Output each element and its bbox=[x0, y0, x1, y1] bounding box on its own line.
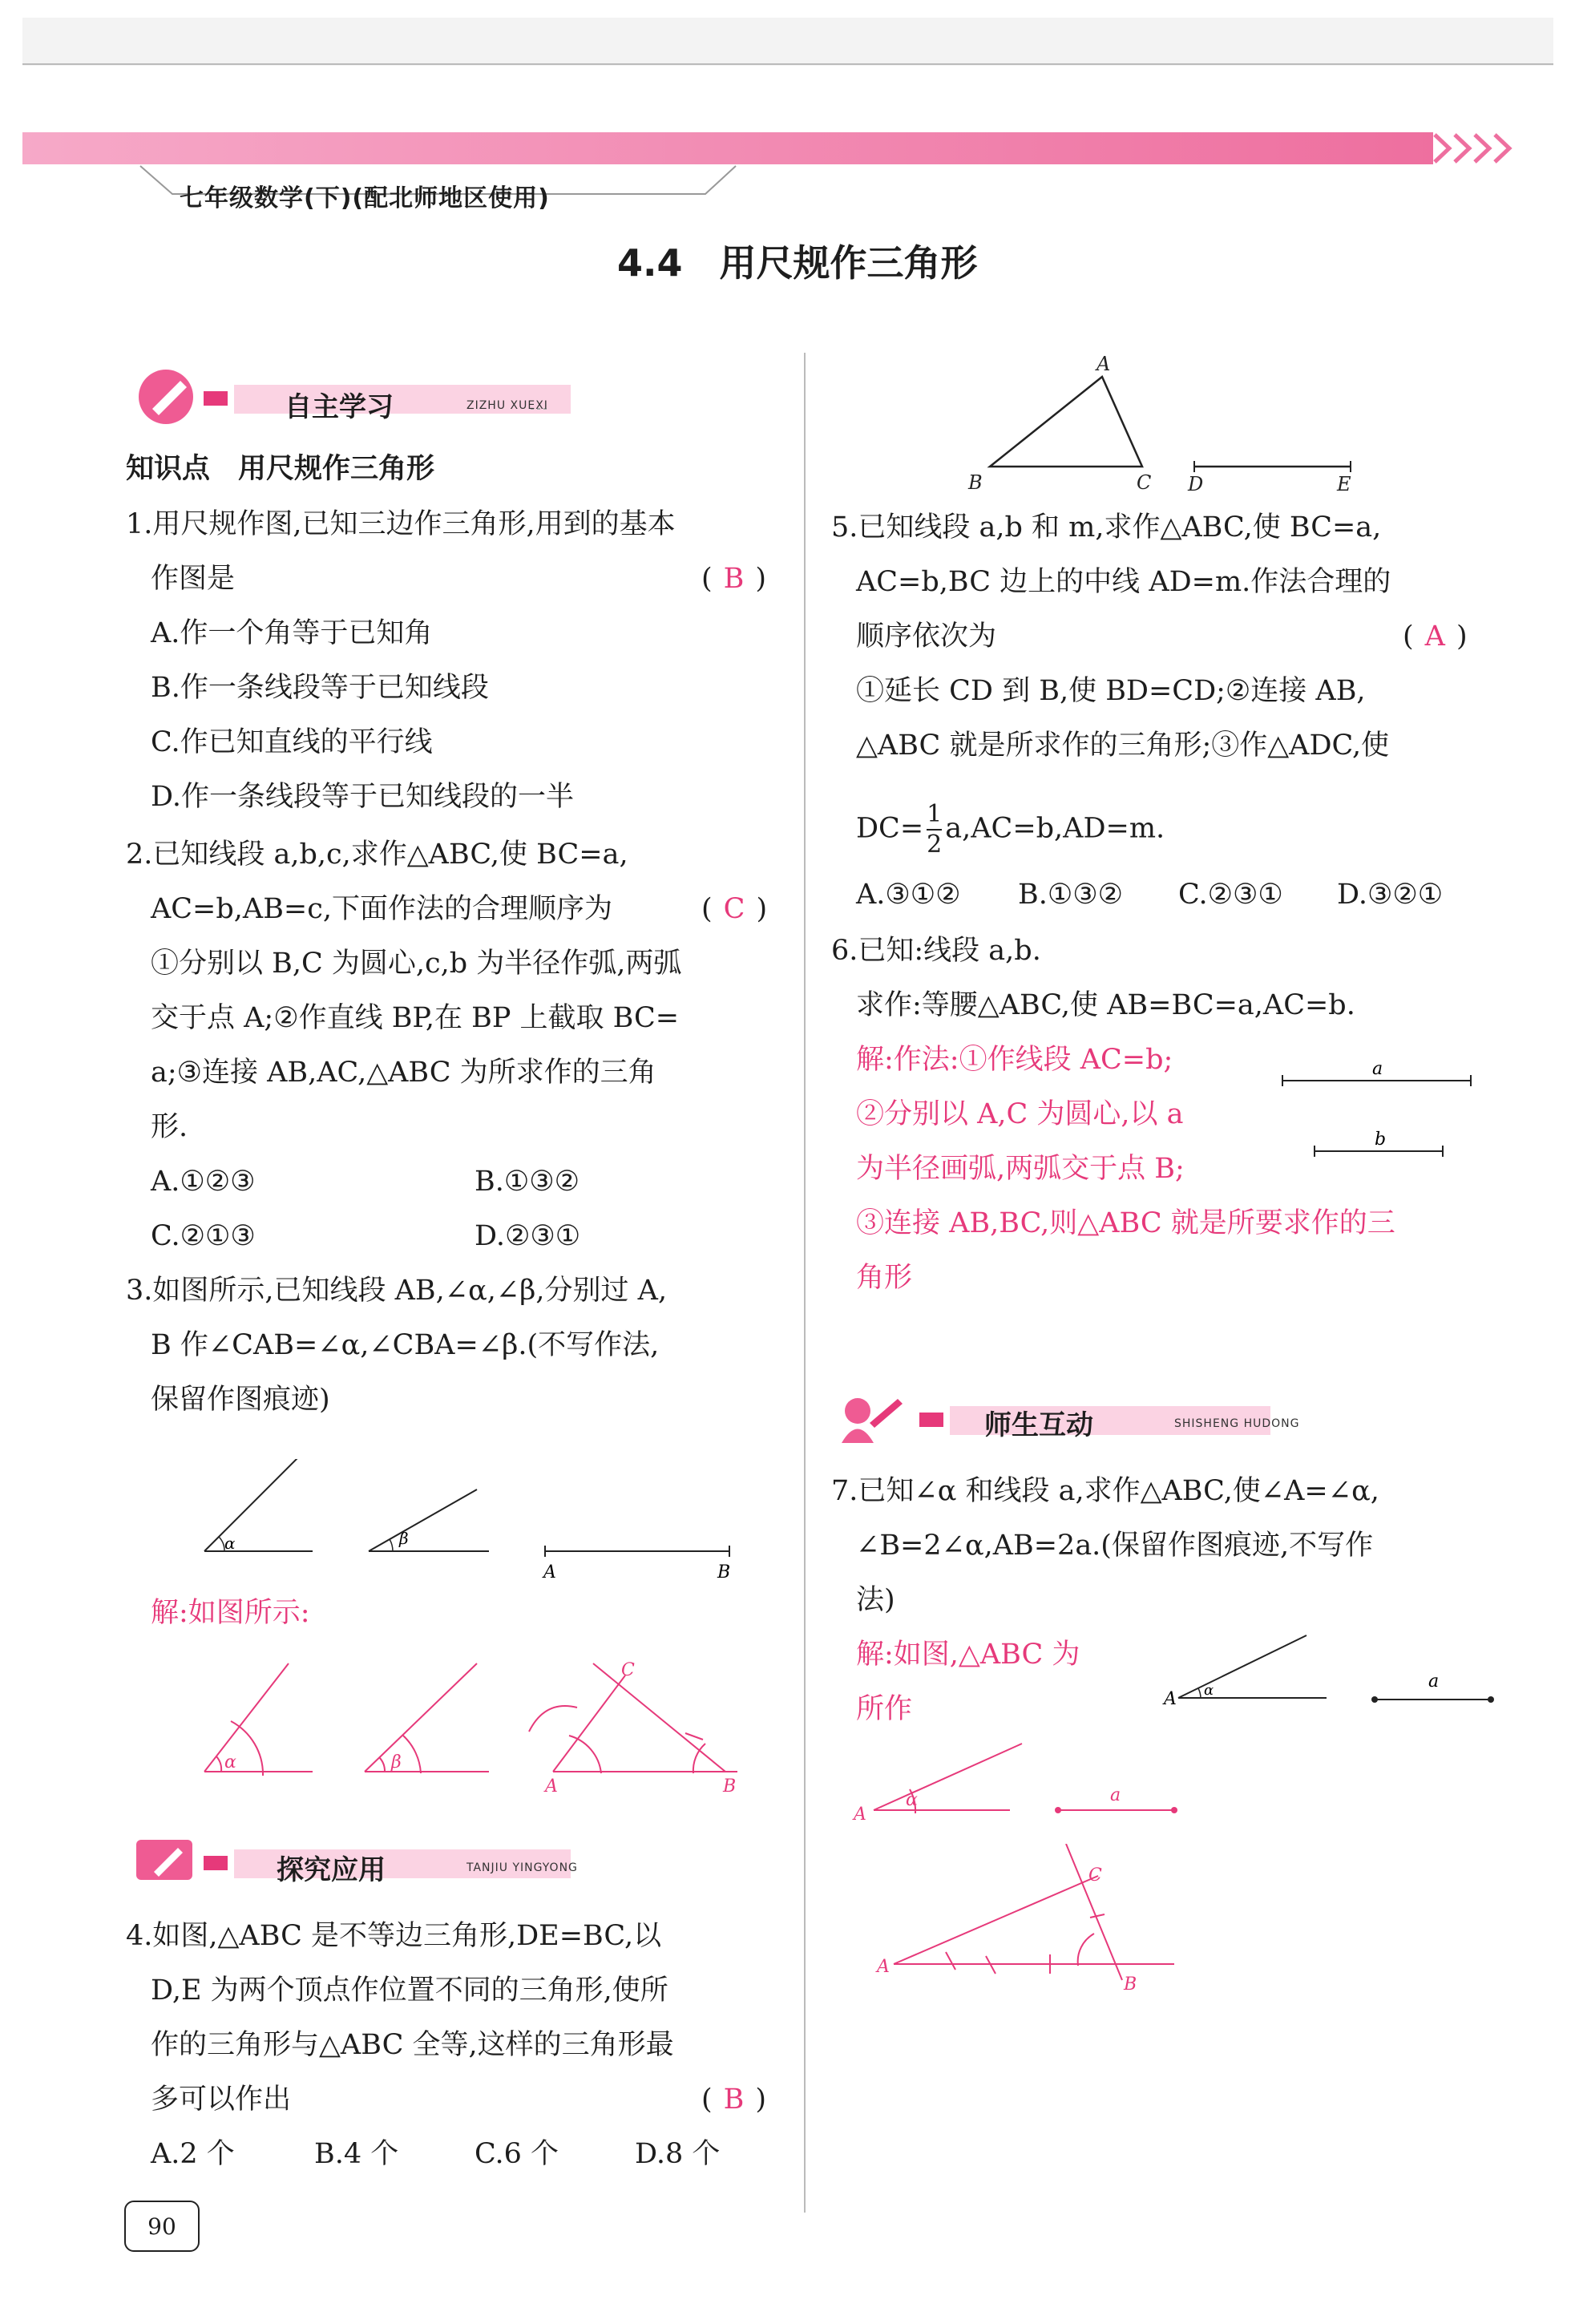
section-title-tanjiu: 探究应用 bbox=[277, 1854, 386, 1886]
q7-tri-label-B: B bbox=[1124, 1974, 1137, 1995]
q7-solution-triangle bbox=[874, 1844, 1194, 2020]
q7-sol-label-A: A bbox=[854, 1805, 866, 1825]
label-C-sol: C bbox=[621, 1660, 635, 1680]
laptop-icon bbox=[130, 1824, 659, 1896]
section-sub-zizhu: ZIZHU XUEXI bbox=[466, 399, 548, 412]
q7-label-alpha: α bbox=[1204, 1682, 1214, 1699]
q1-option-a: A.作一个角等于已知角 bbox=[151, 617, 433, 649]
q4-option-a: A.2 个 bbox=[151, 2138, 235, 2170]
fig4-label-E: E bbox=[1337, 473, 1351, 495]
q4-answer: ( B ) bbox=[701, 2084, 767, 2116]
q3-line3: 保留作图痕迹) bbox=[151, 1384, 330, 1416]
q2-line6: 形. bbox=[151, 1111, 188, 1143]
q4-option-b: B.4 个 bbox=[314, 2138, 399, 2170]
fraction-half: $\frac{1}{2}$ bbox=[927, 800, 943, 859]
q3-solution-figures bbox=[192, 1651, 769, 1812]
section-sub-tanjiu: TANJIU YINGYONG bbox=[466, 1861, 578, 1874]
label-A-sol: A bbox=[545, 1776, 558, 1797]
q4-figure bbox=[962, 353, 1379, 497]
q1-option-b: B.作一条线段等于已知线段 bbox=[151, 672, 489, 704]
q6-line1: 6.已知:线段 a,b. bbox=[831, 935, 1041, 967]
q6-sol1: 解:作法:①作线段 AC=b; bbox=[856, 1044, 1173, 1076]
q1-option-d: D.作一条线段等于已知线段的一半 bbox=[151, 781, 574, 813]
q7-solution-small bbox=[850, 1740, 1218, 1828]
q2-line4: 交于点 A;②作直线 BP,在 BP 上截取 BC= bbox=[151, 1002, 680, 1034]
section-title: 4.4 用尺规作三角形 bbox=[617, 241, 978, 285]
q5-line6: DC= $\frac{1}{2}$ a,AC=b,AD=m. bbox=[856, 800, 1165, 859]
q1-line2: 作图是 bbox=[151, 563, 236, 595]
column-divider bbox=[804, 353, 806, 2213]
label-alpha-sol: α bbox=[224, 1752, 236, 1772]
q3-line1: 3.如图所示,已知线段 AB,∠α,∠β,分别过 A, bbox=[126, 1275, 668, 1307]
section-banner-zizhu bbox=[130, 361, 659, 433]
section-title-shisheng: 师生互动 bbox=[984, 1409, 1093, 1441]
q4-line1: 4.如图,△ABC 是不等边三角形,DE=BC,以 bbox=[126, 1920, 662, 1952]
q3-line2: B 作∠CAB=∠α,∠CBA=∠β.(不写作法, bbox=[151, 1329, 660, 1361]
section-title-zizhu: 自主学习 bbox=[285, 391, 394, 423]
q6-sol5: 角形 bbox=[856, 1262, 913, 1294]
q7-sol-label-a: a bbox=[1110, 1785, 1121, 1805]
q7-line2: ∠B=2∠α,AB=2a.(保留作图痕迹,不写作 bbox=[856, 1530, 1374, 1562]
teacher-icon bbox=[830, 1379, 1359, 1451]
q7-sol-label-alpha: α bbox=[906, 1790, 918, 1810]
fig4-label-A: A bbox=[1096, 353, 1111, 375]
q5-line1: 5.已知线段 a,b 和 m,求作△ABC,使 BC=a, bbox=[831, 511, 1382, 544]
q3-solution: 解:如图所示: bbox=[151, 1597, 310, 1629]
q5-option-b: B.①③② bbox=[1018, 879, 1123, 911]
q2-option-c: C.②①③ bbox=[151, 1220, 256, 1252]
q2-line1: 2.已知线段 a,b,c,求作△ABC,使 BC=a, bbox=[126, 839, 628, 871]
label-A: A bbox=[543, 1562, 556, 1582]
q6-label-a: a bbox=[1372, 1059, 1383, 1079]
q6-sol2: ②分别以 A,C 为圆心,以 a bbox=[856, 1098, 1184, 1130]
q4-line3: 作的三角形与△ABC 全等,这样的三角形最 bbox=[151, 2029, 674, 2061]
q6-sol3: 为半径画弧,两弧交于点 B; bbox=[856, 1153, 1185, 1185]
q1-answer: ( B ) bbox=[701, 563, 767, 595]
q5-line4: ①延长 CD 到 B,使 BD=CD;②连接 AB, bbox=[856, 675, 1366, 707]
q7-label-a: a bbox=[1428, 1671, 1440, 1691]
q2-answer: ( C ) bbox=[701, 893, 768, 925]
section-sub-shisheng: SHISHENG HUDONG bbox=[1174, 1417, 1300, 1430]
knowledge-point: 知识点 用尺规作三角形 bbox=[126, 453, 435, 485]
header-band bbox=[22, 132, 1433, 164]
fig4-label-D: D bbox=[1188, 473, 1204, 495]
q7-sol1: 解:如图,△ABC 为 bbox=[856, 1639, 1080, 1671]
q5-option-c: C.②③① bbox=[1178, 879, 1283, 911]
q7-line1: 7.已知∠α 和线段 a,求作△ABC,使∠A=∠α, bbox=[831, 1475, 1379, 1507]
section-banner-tanjiu bbox=[130, 1824, 659, 1896]
q6-line2: 求作:等腰△ABC,使 AB=BC=a,AC=b. bbox=[856, 989, 1355, 1021]
q7-given-figures bbox=[1162, 1619, 1507, 1716]
q5-answer: ( A ) bbox=[1403, 620, 1468, 653]
q2-option-d: D.②③① bbox=[475, 1220, 581, 1252]
q6-segments bbox=[1274, 1042, 1499, 1170]
q2-option-a: A.①②③ bbox=[151, 1166, 256, 1198]
page-number: 90 bbox=[124, 2201, 200, 2252]
label-alpha: α bbox=[224, 1534, 236, 1553]
label-B: B bbox=[717, 1562, 731, 1582]
q7-sol2: 所作 bbox=[856, 1693, 913, 1725]
q5-line2: AC=b,BC 边上的中线 AD=m.作法合理的 bbox=[856, 566, 1391, 598]
q7-tri-label-C: C bbox=[1088, 1865, 1102, 1885]
label-beta-sol: β bbox=[391, 1752, 402, 1772]
pencil-icon bbox=[130, 361, 659, 433]
q7-line3: 法) bbox=[856, 1584, 895, 1616]
q6-label-b: b bbox=[1375, 1130, 1387, 1150]
q4-line4: 多可以作出 bbox=[151, 2084, 292, 2116]
q1-line1: 1.用尺规作图,已知三边作三角形,用到的基本 bbox=[126, 508, 676, 540]
label-beta: β bbox=[399, 1529, 409, 1548]
q4-option-c: C.6 个 bbox=[475, 2138, 559, 2170]
q2-line2: AC=b,AB=c,下面作法的合理顺序为 bbox=[151, 893, 612, 925]
q4-line2: D,E 为两个顶点作位置不同的三角形,使所 bbox=[151, 1974, 668, 2007]
q7-tri-label-A: A bbox=[877, 1957, 890, 1977]
q5-option-a: A.③①② bbox=[856, 879, 961, 911]
fig4-label-C: C bbox=[1137, 471, 1152, 494]
q2-option-b: B.①③② bbox=[475, 1166, 580, 1198]
book-title: 七年级数学(下)(配北师地区使用) bbox=[180, 184, 550, 212]
q5-option-d: D.③②① bbox=[1337, 879, 1444, 911]
q2-line3: ①分别以 B,C 为圆心,c,b 为半径作弧,两弧 bbox=[151, 948, 682, 980]
q7-label-A: A bbox=[1164, 1689, 1177, 1709]
q3-given-figures bbox=[192, 1459, 753, 1587]
label-B-sol: B bbox=[723, 1776, 737, 1797]
q6-sol4: ③连接 AB,BC,则△ABC 就是所要求作的三 bbox=[856, 1207, 1395, 1239]
fig4-label-B: B bbox=[968, 471, 983, 494]
q5-line5: △ABC 就是所求作的三角形;③作△ADC,使 bbox=[856, 730, 1390, 762]
q4-option-d: D.8 个 bbox=[635, 2138, 721, 2170]
q2-line5: a;③连接 AB,AC,△ABC 为所求作的三角 bbox=[151, 1057, 656, 1089]
q1-option-c: C.作已知直线的平行线 bbox=[151, 726, 433, 758]
q5-line3: 顺序依次为 bbox=[856, 620, 997, 653]
section-banner-shisheng bbox=[830, 1379, 1359, 1451]
